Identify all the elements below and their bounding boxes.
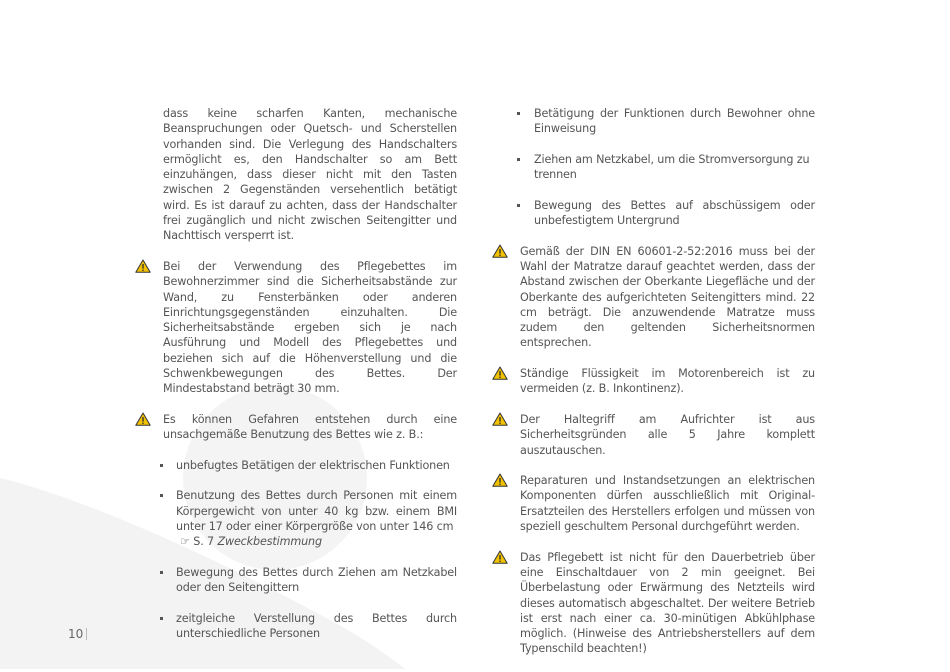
- improper-use-list: [163, 458, 457, 642]
- warning-duty-cycle: Das Pflegebett ist nicht für den Dauerbetrieb über eine Einschaltdauer von 2 min geeignet. Bei Überbelastung oder Erwärmung des Netzteils wird dieses automatisch abgeschaltet. Der weitere Betrieb ist erst nach einer ca. 30-minütigen Abkühlphase möglich. (Hinweise des Antriebsherstellers auf dem Typenschild beachten!): [520, 550, 815, 657]
- warning-clearance: Bei der Verwendung des Pflegebettes im Bewohnerzimmer sind die Sicherheitsabstände zur Wand, zu Fensterbänken oder anderen Einrichtungsgegenständen einzuhalten. Die Sicherheitsabstände ergeben sich je nach Ausführung und Modell des Pflegebettes und beziehen sich auf die Höhenverstellung und die Schwenkbewegungen des Bettes. Der Mindestabstand beträgt 30 mm.: [163, 259, 457, 397]
- intro-paragraph: dass keine scharfen Kanten, mechanische Beanspruchungen oder Quetsch- und Scherstellen vorhanden sind. Die Verlegung des Handschalters ermöglicht es, den Handschalter so am Bett einzuhängen, dass dieser nicht mit den Tasten zwischen 2 Gegenständen versehentlich betätigt wird. Es ist darauf zu achten, dass der Handschalter frei zugänglich und nicht zwischen Seitengitter und Nachttisch versperrt ist.: [163, 107, 457, 243]
- right-column: [520, 106, 815, 672]
- warning-icon: [492, 473, 508, 487]
- list-item: Benutzung des Bettes durch Personen mit einem Körpergewicht von unter 40 kg bzw. einem BMI unter 17 oder einer Körpergröße von unter 146 cm ☞ S. 7 Zweckbestimmung: [160, 488, 457, 549]
- list-item: Betätigung der Funktionen durch Bewohner ohne Einweisung: [520, 106, 815, 137]
- pointing-hand-icon: ☞: [180, 535, 190, 549]
- warning-mattress: Gemäß der DIN EN 60601-2-52:2016 muss bei der Wahl der Matratze darauf geachtet werden, dass der Abstand zwischen der Oberkante Liegefläche und der Oberkante des aufgerichteten Seitengitters mind. 22 cm beträgt. Die anzuwendende Matratze muss zudem den geltenden Sicherheitsnormen entsprechen.: [520, 244, 815, 351]
- left-column: [163, 106, 457, 657]
- warning-icon: [492, 366, 508, 380]
- warning-icon: [492, 412, 508, 426]
- list-item: zeitgleiche Verstellung des Bettes durch unterschiedliche Personen: [160, 611, 457, 642]
- cross-reference[interactable]: [176, 534, 457, 549]
- page-number: 10: [68, 627, 84, 641]
- reference-title: Zweckbestimmung: [217, 535, 322, 549]
- warning-improper-use: Es können Gefahren entstehen durch eine unsachgemäße Benutzung des Bettes wie z. B.:: [163, 412, 457, 443]
- page-number-divider: [86, 628, 87, 640]
- warning-icon: [135, 259, 151, 273]
- warning-icon: [492, 550, 508, 564]
- list-item: Bewegung des Bettes auf abschüssigem oder unbefestigtem Untergrund: [520, 198, 815, 229]
- reference-page: S. 7: [193, 535, 215, 549]
- warning-liquid: Ständige Flüssigkeit im Motorenbereich ist zu vermeiden (z. B. Inkontinenz).: [520, 366, 815, 397]
- list-item: unbefugtes Betätigen der elektrischen Funktionen: [160, 458, 457, 473]
- warning-icon: [492, 244, 508, 258]
- warning-repairs: Reparaturen und Instandsetzungen an elektrischen Komponenten dürfen ausschließlich mit Original-Ersatzteilen des Herstellers erfolgen und müssen von speziell geschultem Personal durchgeführt werden.: [520, 473, 815, 534]
- warning-handle: Der Haltegriff am Aufrichter ist aus Sicherheitsgründen alle 5 Jahre komplett auszutauschen.: [520, 412, 815, 458]
- warning-icon: [135, 412, 151, 426]
- list-item: Bewegung des Bettes durch Ziehen am Netzkabel oder den Seitengittern: [160, 565, 457, 596]
- list-item: Ziehen am Netzkabel, um die Stromversorgung zu trennen: [520, 152, 815, 183]
